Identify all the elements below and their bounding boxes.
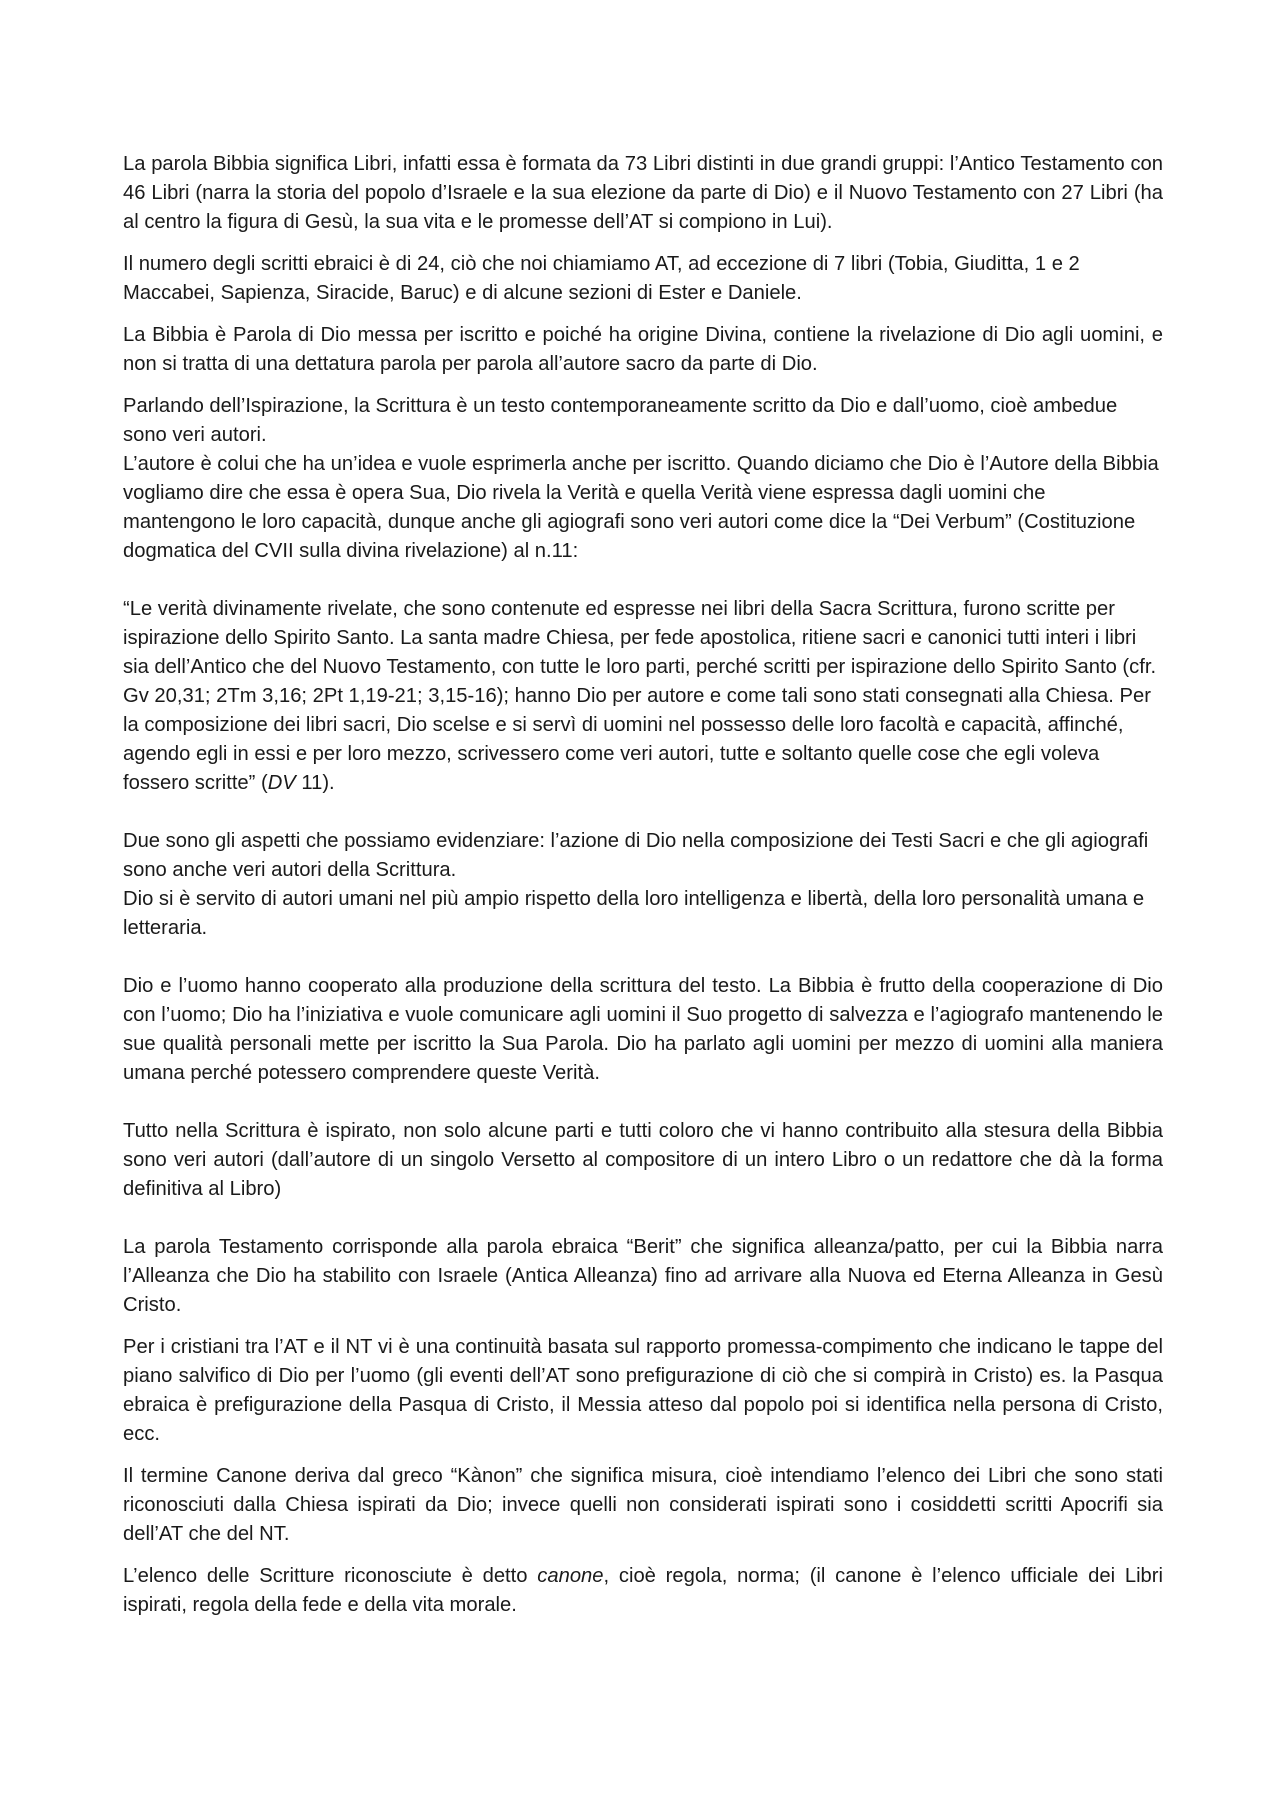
paragraph-continuity: Per i cristiani tra l’AT e il NT vi è una continuità basata sul rapporto promessa-compimento che indicano le tappe del piano salvifico di Dio per l’uomo (gli eventi dell’AT sono prefigurazione di ciò che si compirà in Cristo) es. la Pasqua ebraica è prefigurazione della Pasqua di Cristo, il Messia atteso dal popolo poi si identifica nella persona di Cristo, ecc. (123, 1336, 1163, 1445)
paragraph-hebrew-scriptures: Il numero degli scritti ebraici è di 24, ciò che noi chiamiamo AT, ad eccezione di 7 libri (Tobia, Giuditta, 1 e 2 Maccabei, Sapienza, Siracide, Baruc) e di alcune sezioni di Ester e Daniele. (123, 253, 1080, 304)
document-page (123, 150, 1163, 1620)
quote-source-number: 11). (295, 772, 335, 794)
paragraph-word-of-god: La Bibbia è Parola di Dio messa per iscritto e poiché ha origine Divina, contiene la rivelazione di Dio agli uomini, e non si tratta di una dettatura parola per parola all’autore sacro da parte di Dio. (123, 324, 1163, 375)
paragraph-two-aspects: Due sono gli aspetti che possiamo evidenziare: l’azione di Dio nella composizione dei Testi Sacri e che gli agiografi sono anche veri autori della Scrittura. (123, 830, 1149, 881)
paragraph-human-authors: Dio si è servito di autori umani nel più ampio rispetto della loro intelligenza e libertà, della loro personalità umana e letteraria. (123, 888, 1145, 939)
paragraph-inspiration: Parlando dell’Ispirazione, la Scrittura è un testo contemporaneamente scritto da Dio e dall’uomo, cioè ambedue sono veri autori. (123, 395, 1118, 446)
quote-text: “Le verità divinamente rivelate, che sono contenute ed espresse nei libri della Sacra Scrittura, furono scritte per ispirazione dello Spirito Santo. La santa madre Chiesa, per fede apostolica, ritiene sacri e canonici tutti interi i libri sia dell’Antico che del Nuovo Testamento, con tutte le loro parti, perché scritti per ispirazione dello Spirito Santo (cfr. Gv 20,31; 2Tm 3,16; 2Pt 1,19-21; 3,15-16); hanno Dio per autore e come tali sono stati consegnati alla Chiesa. Per la composizione dei libri sacri, Dio scelse e si servì di uomini nel possesso delle loro facoltà e capacità, affinché, agendo egli in essi e per loro mezzo, scrivessero come veri autori, tutte e soltanto quelle cose che egli voleva fossero scritte” ( (123, 598, 1157, 794)
paragraph-cooperation: Dio e l’uomo hanno cooperato alla produzione della scrittura del testo. La Bibbia è frutto della cooperazione di Dio con l’uomo; Dio ha l’iniziativa e vuole comunicare agli uomini il Suo progetto di salvezza e l’agiografo mantenendo le sue qualità personali mette per iscritto la Sua Parola. Dio ha parlato agli uomini per mezzo di uomini alla maniera umana perché potessero comprendere queste Verità. (123, 975, 1163, 1084)
canon-text-start: L’elenco delle Scritture riconosciute è detto (123, 1565, 538, 1587)
paragraph-dei-verbum-quote (123, 595, 1163, 798)
paragraph-testament-berit: La parola Testamento corrisponde alla parola ebraica “Berit” che significa alleanza/patto, per cui la Bibbia narra l’Alleanza che Dio ha stabilito con Israele (Antica Alleanza) fino ad arrivare alla Nuova ed Eterna Alleanza in Gesù Cristo. (123, 1236, 1163, 1316)
canon-text-end: , cioè regola, norma; (il canone è l’elenco ufficiale dei Libri ispirati, regola della fede e della vita morale. (123, 1565, 1163, 1616)
paragraph-author: L’autore è colui che ha un’idea e vuole esprimerla anche per iscritto. Quando diciamo che Dio è l’Autore della Bibbia vogliamo dire che essa è opera Sua, Dio rivela la Verità e quella Verità viene espressa dagli uomini che mantengono le loro capacità, dunque anche gli agiografi sono veri autori come dice la “Dei Verbum” (Costituzione dogmatica del CVII sulla divina rivelazione) al n.11: (123, 453, 1159, 562)
canon-term-italic: canone (537, 1565, 604, 1587)
paragraph-all-inspired: Tutto nella Scrittura è ispirato, non solo alcune parti e tutti coloro che vi hanno contribuito alla stesura della Bibbia sono veri autori (dall’autore di un singolo Versetto al compositore di un intero Libro o un redattore che dà la forma definitiva al Libro) (123, 1120, 1163, 1200)
paragraph-canon-list (123, 1562, 1163, 1620)
paragraph-bible-definition: La parola Bibbia significa Libri, infatti essa è formata da 73 Libri distinti in due grandi gruppi: l’Antico Testamento con 46 Libri (narra la storia del popolo d’Israele e la sua elezione da parte di Dio) e il Nuovo Testamento con 27 Libri (ha al centro la figura di Gesù, la sua vita e le promesse dell’AT si compiono in Lui). (123, 153, 1163, 233)
paragraph-canon-term: Il termine Canone deriva dal greco “Kànon” che significa misura, cioè intendiamo l’elenco dei Libri che sono stati riconosciuti dalla Chiesa ispirati da Dio; invece quelli non considerati ispirati sono i cosiddetti scritti Apocrifi sia dell’AT che del NT. (123, 1465, 1163, 1545)
quote-source-abbrev: DV (267, 772, 296, 794)
